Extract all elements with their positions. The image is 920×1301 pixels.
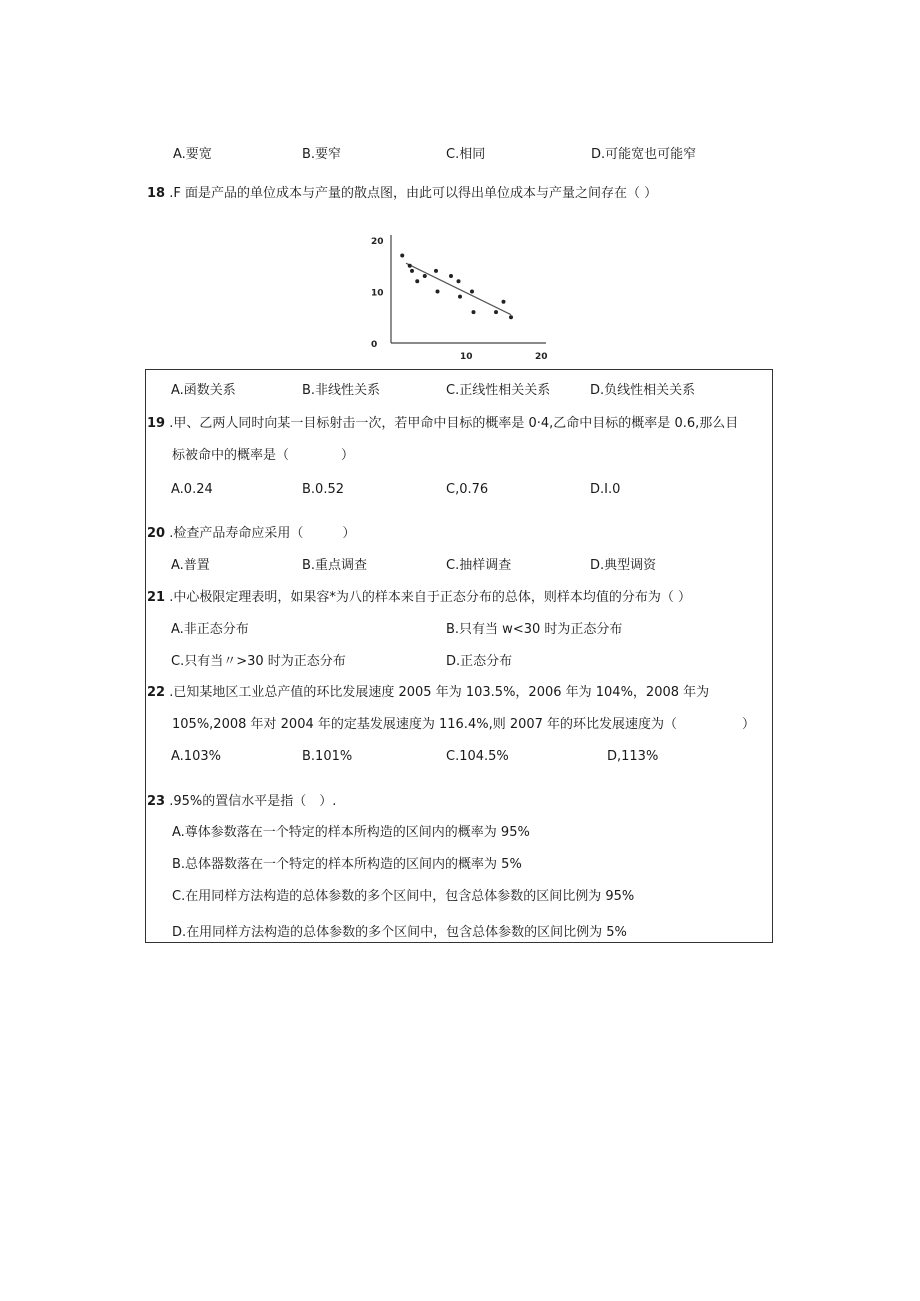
scatter-point [423,274,427,278]
scatter-point [494,310,498,314]
scatter-point [470,290,474,294]
q18-option-d: D.负线性相关关系 [590,383,696,398]
question-number: 21 [147,590,166,605]
q19-option-d: D.I.0 [590,482,621,497]
question-number: 20 [147,526,166,541]
question-text: .95%的置信水平是指（ ）. [169,794,337,809]
question-18 [147,186,657,202]
question-19-line2: 标被命中的概率是（ ） [172,448,355,463]
q23-option-d: D.在用同样方法构造的总体参数的多个区间中，包含总体参数的区间比例为 5% [172,925,627,940]
q18-option-b: B.非线性关系 [302,383,381,398]
question-23 [147,794,336,810]
q19-option-b: B.0.52 [302,482,344,497]
q17-option-a: A.要宽 [173,147,212,162]
question-20 [147,526,355,542]
q22-option-d: D,113% [607,749,659,764]
x-tick-label: 20 [535,352,548,362]
scatter-point [502,300,506,304]
scatter-point [415,279,419,283]
q17-option-b: B.要窄 [302,147,342,162]
trend-line [406,263,511,315]
q18-option-a: A.函数关系 [171,383,236,398]
y-tick-label: 0 [371,340,378,350]
question-22-line2: 105%,2008 年对 2004 年的定基发展速度为 116.4%,则 2007 年的环比发展速度为（ ） [172,717,756,732]
q21-option-d: D.正态分布 [446,654,513,669]
q22-option-a: A.103% [171,749,221,764]
y-tick-label: 20 [371,237,384,247]
question-text: .检查产品寿命应采用（ ） [169,526,356,541]
question-21 [147,590,691,606]
q18-option-c: C.正线性相关关系 [446,383,551,398]
scatter-point [436,290,440,294]
scatter-point [449,274,453,278]
question-number: 19 [147,416,166,431]
q23-option-a: A.尊体参数落在一个特定的样本所构造的区间内的概率为 95% [172,825,530,840]
scatter-chart [360,230,560,365]
question-text: .甲、乙两人同时向某一目标射击一次，若甲命中目标的概率是 0·4,乙命中目标的概率是 0.6,那么目 [169,416,739,431]
scatter-point [400,253,404,257]
q23-option-b: B.总体器数落在一个特定的样本所构造的区间内的概率为 5% [172,857,522,872]
scatter-point [457,279,461,283]
q20-option-d: D.典型调资 [590,558,657,573]
q17-option-c: C.相同 [446,147,486,162]
scatter-point [472,310,476,314]
q20-option-c: C.抽样调查 [446,558,512,573]
question-text: .中心极限定理表明，如果容*为八的样本来自于正态分布的总体，则样本均值的分布为（ ） [169,590,691,605]
q21-option-a: A.非正态分布 [171,622,249,637]
scatter-point [509,315,513,319]
scatter-point [458,295,462,299]
question-19 [147,416,738,432]
scatter-point [410,269,414,273]
q22-option-b: B.101% [302,749,353,764]
question-text: .已知某地区工业总产值的环比发展速度 2005 年为 103.5%，2006 年为 104%，2008 年为 [169,685,710,700]
q23-option-c: C.在用同样方法构造的总体参数的多个区间中，包含总体参数的区间比例为 95% [172,889,635,904]
q22-option-c: C.104.5% [446,749,509,764]
q20-option-a: A.普置 [171,558,210,573]
q19-option-a: A.0.24 [171,482,213,497]
x-tick-label: 10 [460,352,473,362]
question-number: 23 [147,794,166,809]
q17-option-d: D.可能宽也可能窄 [591,147,697,162]
q21-option-b: B.只有当 w<30 时为正态分布 [446,622,623,637]
question-text: .F 面是产品的单位成本与产量的散点图，由此可以得出单位成本与产量之间存在（ ） [169,186,658,201]
question-number: 22 [147,685,166,700]
scatter-point [408,264,412,268]
scatter-point [434,269,438,273]
question-22 [147,685,709,701]
y-tick-label: 10 [371,288,384,299]
q20-option-b: B.重点调查 [302,558,368,573]
q19-option-c: C,0.76 [446,482,489,497]
q21-option-c: C.只有当〃>30 时为正态分布 [171,654,346,669]
question-number: 18 [147,186,166,201]
